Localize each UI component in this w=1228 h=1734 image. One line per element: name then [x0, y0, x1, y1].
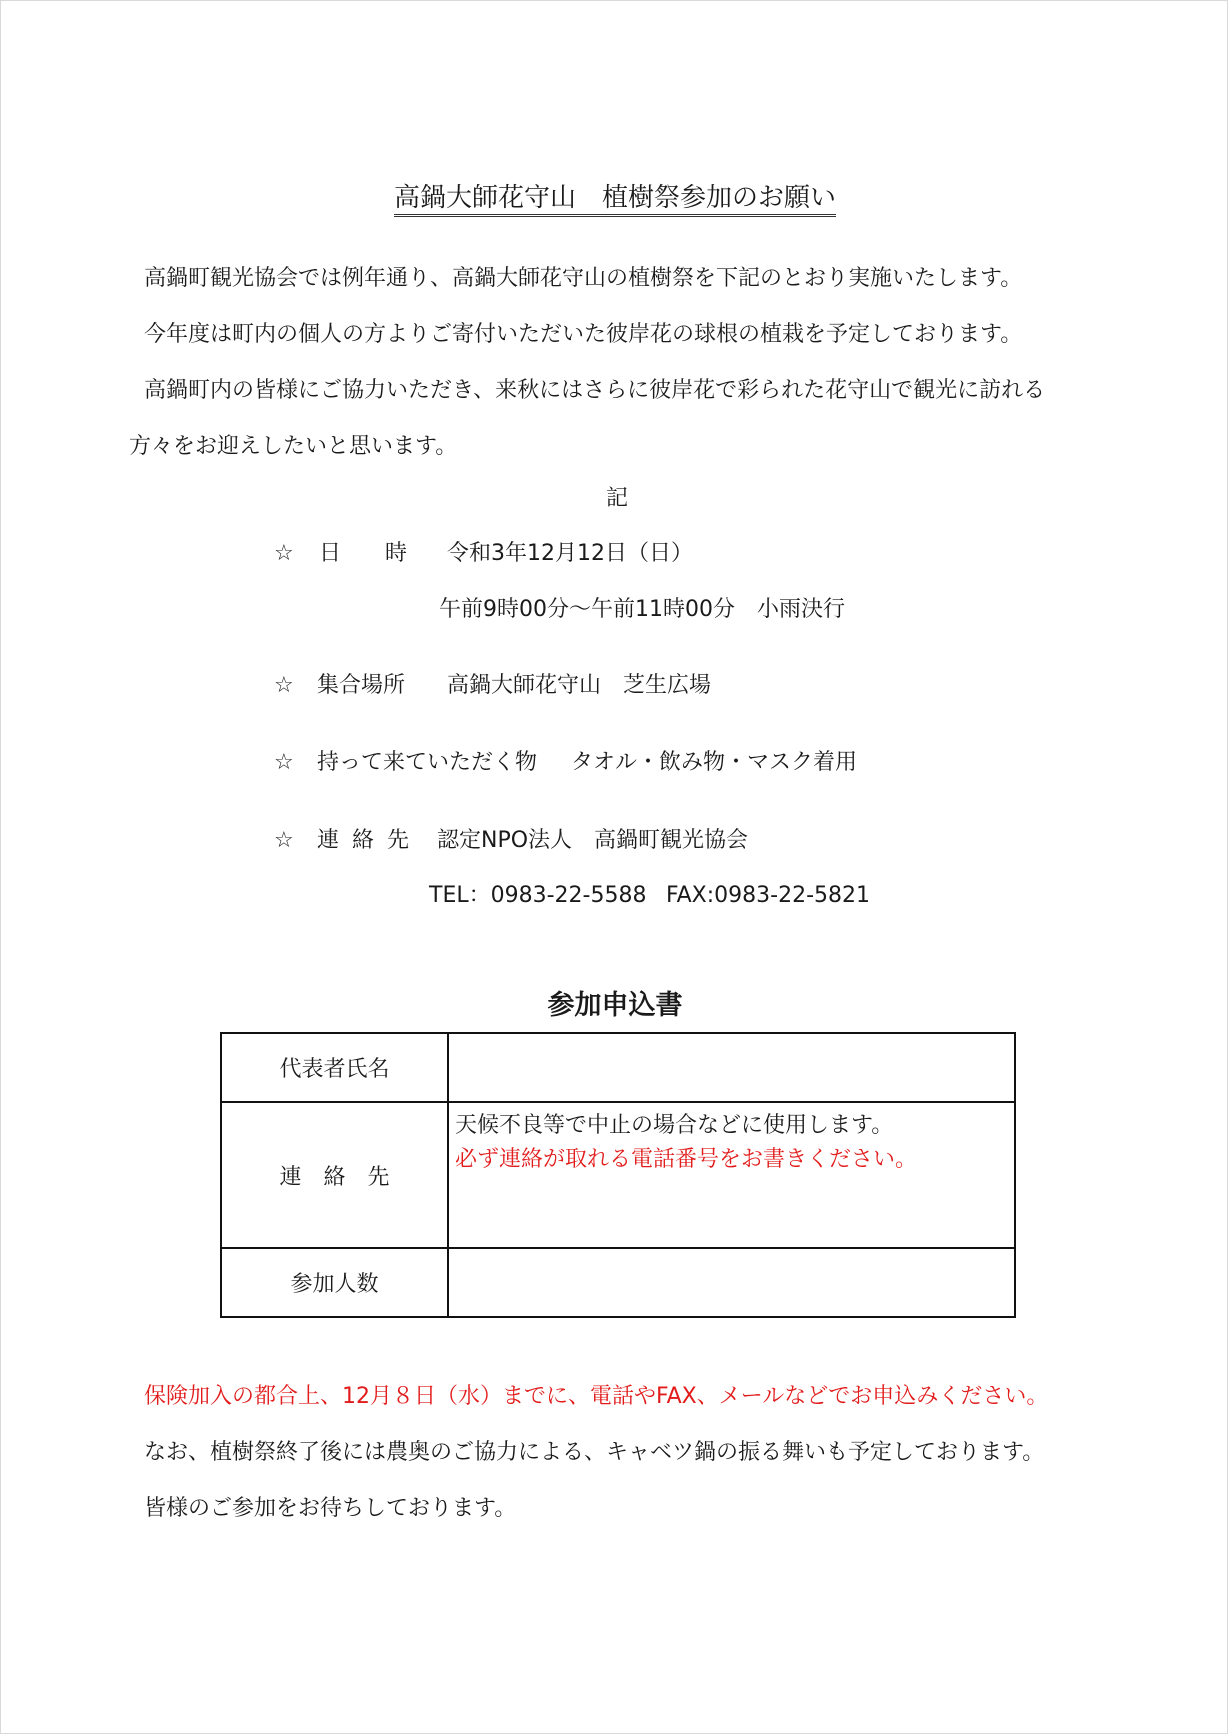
- bring-value: タオル・飲み物・マスク着用: [571, 750, 858, 775]
- form-heading: 参加申込書: [547, 990, 683, 1021]
- contact-field[interactable]: [448, 1102, 1015, 1248]
- table-row: [221, 1033, 1015, 1102]
- intro-paragraph-3-line-1: 高鍋町内の皆様にご協力いただき、来秋にはさらに彼岸花で彩られた花守山で観光に訪れる: [144, 378, 1046, 403]
- contact-value: 認定NPO法人 高鍋町観光協会: [437, 828, 749, 853]
- participant-count-label: 参加人数: [221, 1248, 448, 1317]
- intro-paragraph-2: 今年度は町内の個人の方よりご寄付いただいた彼岸花の球根の植栽を予定しております。: [144, 322, 1023, 347]
- title-text: 高鍋大師花守山 植樹祭参加のお願い: [394, 183, 836, 217]
- contact-label: 連 絡 先: [317, 828, 412, 853]
- place-label: 集合場所: [317, 673, 406, 698]
- place-value: 高鍋大師花守山 芝生広場: [447, 673, 712, 698]
- table-row: [221, 1248, 1015, 1317]
- bring-label: 持って来ていただく物: [317, 750, 538, 775]
- contact-note: 天候不良等で中止の場合などに使用します。: [455, 1113, 894, 1138]
- application-form-table: [220, 1032, 1016, 1318]
- ki-mark: 記: [606, 486, 629, 511]
- contact-label-cell: 連 絡 先: [221, 1102, 448, 1248]
- representative-name-field[interactable]: [448, 1033, 1015, 1102]
- table-row: [221, 1102, 1015, 1248]
- page-title: [1, 178, 1228, 218]
- intro-paragraph-1: 高鍋町観光協会では例年通り、高鍋大師花守山の植樹祭を下記のとおり実施いたします。: [144, 266, 1023, 291]
- participant-count-field[interactable]: [448, 1248, 1015, 1317]
- star-icon: ☆: [274, 828, 294, 853]
- star-icon: ☆: [274, 750, 294, 775]
- date-label: 日 時: [319, 541, 408, 566]
- cabbage-nabe-note: なお、植樹祭終了後には農奥のご協力による、キャベツ鍋の振る舞いも予定しております。: [144, 1440, 1045, 1465]
- contact-note-red: 必ず連絡が取れる電話番号をお書きください。: [455, 1147, 918, 1172]
- tel-number: TEL：0983-22-5588: [429, 883, 647, 908]
- representative-name-label: 代表者氏名: [221, 1033, 448, 1102]
- deadline-note: 保険加入の都合上、12月８日（水）までに、電話やFAX、メールなどでお申込みください。: [144, 1384, 1049, 1409]
- fax-number: FAX:0983-22-5821: [666, 883, 871, 908]
- closing-note: 皆様のご参加をお待ちしております。: [144, 1496, 517, 1521]
- date-value: 令和3年12月12日（日）: [447, 541, 693, 566]
- intro-paragraph-3-line-2: 方々をお迎えしたいと思います。: [129, 434, 458, 459]
- star-icon: ☆: [274, 673, 294, 698]
- time-value: 午前9時00分～午前11時00分 小雨決行: [439, 597, 845, 622]
- star-icon: ☆: [274, 541, 294, 566]
